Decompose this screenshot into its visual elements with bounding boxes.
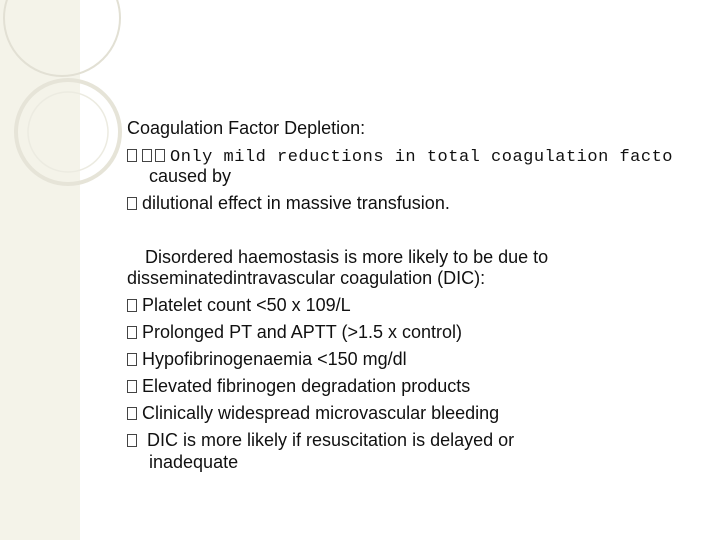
decorative-circles	[0, 0, 140, 200]
bullet-icon	[127, 434, 137, 447]
list-item: Clinically widespread microvascular bleeding	[127, 402, 499, 424]
line-dilutional: dilutional effect in massive transfusion.	[127, 192, 450, 214]
line-inadequate: inadequate	[149, 452, 239, 472]
list-item: Elevated fibrinogen degradation products	[127, 375, 470, 397]
heading-disordered-line2: disseminatedintravascular coagulation (DIC):	[127, 268, 486, 288]
list-item: Platelet count <50 x 109/L	[127, 294, 351, 316]
line-caused-by: caused by	[149, 166, 232, 186]
bullet-icon	[127, 149, 137, 162]
heading-disordered-line1: Disordered haemostasis is more likely to be due to	[145, 247, 549, 267]
bullet-icon	[127, 299, 137, 312]
list-item: DIC is more likely if resuscitation is delayed or	[127, 429, 514, 451]
bullet-icon	[127, 380, 137, 393]
mono-line-text: Only mild reductions in total coagulation facto	[170, 148, 673, 167]
bullet-icon	[127, 407, 137, 420]
bullet-icon	[127, 353, 137, 366]
bullet-icon	[127, 197, 137, 210]
bullet-icon	[155, 149, 165, 162]
bullet-icon	[142, 149, 152, 162]
list-item: Hypofibrinogenaemia <150 mg/dl	[127, 348, 407, 370]
heading-coagulation-factor: Coagulation Factor Depletion:	[127, 118, 366, 138]
list-item: Prolonged PT and APTT (>1.5 x control)	[127, 321, 462, 343]
bullet-icon	[127, 326, 137, 339]
